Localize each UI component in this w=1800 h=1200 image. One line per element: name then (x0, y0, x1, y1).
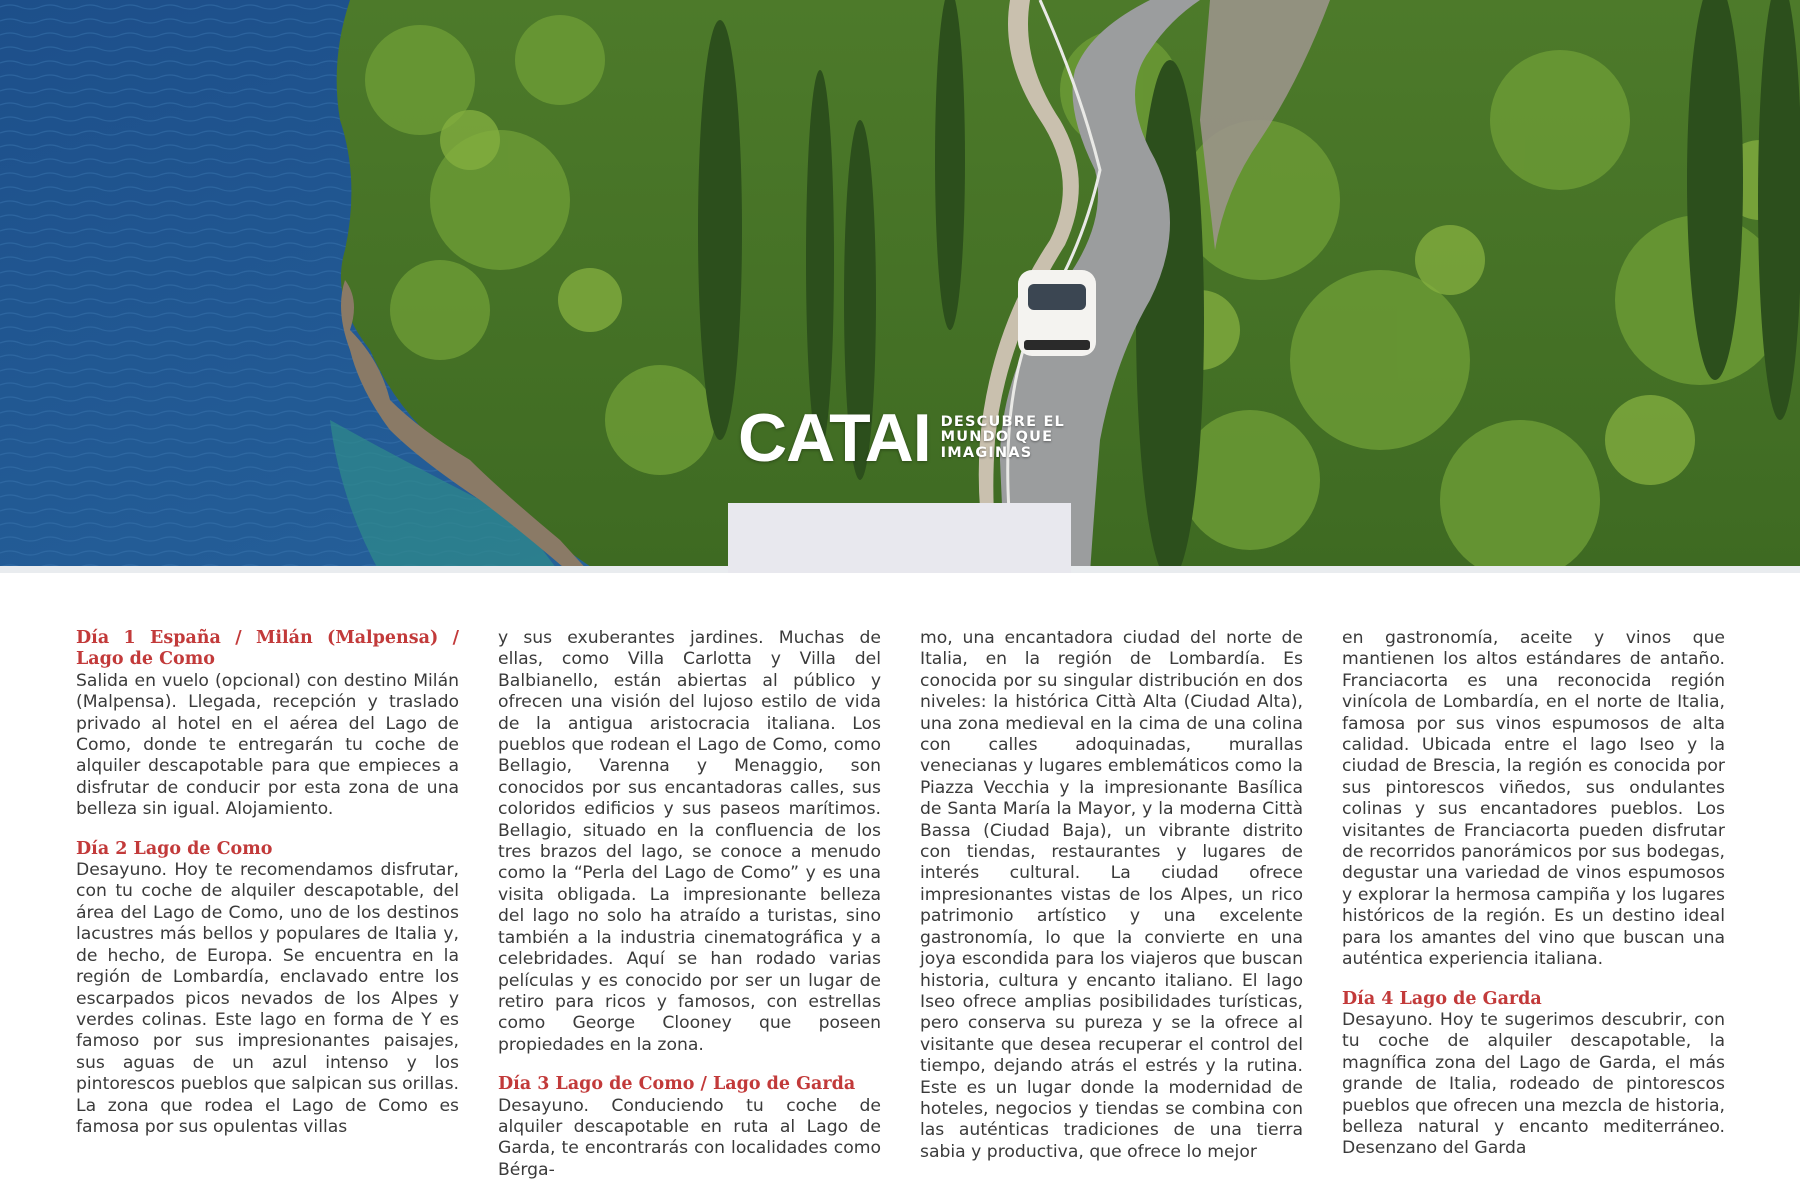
day4-title: Día 4 Lago de Garda (1342, 988, 1542, 1009)
day2-text-continued: y sus exuberantes jardines. Muchas de ellas, como Villa Carlotta y Villa del Balbianello, están abiertas al público y ofrecen una visión del lujoso estilo de vida de la antigua aristocracia italiana. Los pueblos que rodean el Lago de Como, como Bellagio, Varenna y Menaggio, son conocidos por sus encantadoras calles, sus coloridos edificios y sus paseos marítimos. Bellagio, situado en la confluencia de los tres brazos del lago, se conoce a menudo como la “Perla del Lago de Como” y es una visita obligada. La impresionante belleza del lago no solo ha atraído a turistas, sino también a la industria cinematográfica y a celebridades. Aquí se han rodado varias películas y es conocido por ser un lugar de retiro para ricos y famosos, con estrellas como George Clooney que poseen propiedades en la zona. (498, 628, 881, 1055)
hero-photo (0, 0, 1800, 573)
day2-title: Día 2 Lago de Como (76, 838, 273, 859)
catai-logo (738, 400, 1071, 476)
logo-wordmark: CATAI (738, 400, 931, 476)
day3-text: Desayuno. Conduciendo tu coche de alquiler descapotable en ruta al Lago de Garda, te encontrarás con localidades como Bérga- (498, 1095, 881, 1180)
column-2 (498, 628, 881, 1181)
column-1 (76, 628, 459, 1138)
day1-title: Día 1 España / Milán (Malpensa) / Lago de Como (76, 628, 459, 670)
day1-text: Salida en vuelo (opcional) con destino Milán (Malpensa). Llegada, recepción y traslado privado al hotel en el aérea del Lago de Como, donde te entregarán tu coche de alquiler descapotable para que empieces a disfrutar de conducir por esta zona de una belleza sin igual. Alojamiento. (76, 670, 459, 820)
logo-tagline: DESCUBRE EL MUNDO QUE IMAGINAS (940, 413, 1065, 461)
day3-text-continued: mo, una encantadora ciudad del norte de Italia, en la región de Lombardía. Es conocida por su singular distribución en dos niveles: la histórica Città Alta (Ciudad Alta), una zona medieval en la cima de una colina con calles adoquinadas, murallas venecianas y lugares emblemáticos como la Piazza Vecchia y la impresionante Basílica de Santa María la Mayor, y la moderna Città Bassa (Ciudad Baja), un vibrante distrito con tiendas, restaurantes y lugares de interés cultural. La ciudad ofrece impresionantes vistas de los Alpes, un rico patrimonio artístico y una excelente gastronomía, lo que la convierte en una joya escondida para los viajeros que buscan historia, cultura y encanto italiano. El lago Iseo ofrece amplias posibilidades turísticas, pero conserva su pureza y se la ofrece al visitante que desea recuperar el control del tiempo, dejando atrás el estrés y la rutina. Este es un lugar donde la modernidad de hoteles, negocios y tiendas se combina con las auténticas tradiciones de una tierra sabia y productiva, que ofrece lo mejor (920, 628, 1303, 1162)
day2-text: Desayuno. Hoy te recomendamos disfrutar, con tu coche de alquiler descapotable, del área del Lago de Como, uno de los destinos lacustres más bellos y populares de Italia y, de hecho, de Europa. Se encuentra en la región de Lombardía, enclavado entre los escarpados picos nevados de los Alpes y verdes colinas. Este lago en forma de Y es famoso por sus impresionantes paisajes, sus aguas de un azul intenso y los pintorescos pueblos que salpican sus orillas. La zona que rodea el Lago de Como es famosa por sus opulentas villas (76, 860, 459, 1137)
lake-road-illustration (0, 0, 1800, 573)
day4-text: Desayuno. Hoy te sugerimos descubrir, con tu coche de alquiler descapotable, la magnífica zona del Lago de Garda, el más grande de Italia, rodeado de pintorescos pueblos que ofrecen una mezcla de historia, belleza natural y encanto mediterráneo. Desenzano del Garda (1342, 1009, 1725, 1159)
column-4 (1342, 628, 1725, 1160)
day3-title: Día 3 Lago de Como / Lago de Garda (498, 1074, 856, 1095)
day3-text-continued-2: en gastronomía, aceite y vinos que mantienen los altos estándares de antaño. Franciacorta es una reconocida región vinícola de Lombardía, en el norte de Italia, famosa por sus vinos espumosos de alta calidad. Ubicada entre el lago Iseo y la ciudad de Brescia, la región es conocida por sus pintorescos viñedos, sus ondulantes colinas y sus encantadores pueblos. Los visitantes de Franciacorta pueden disfrutar de recorridos panorámicos por sus bodegas, degustar una variedad de vinos espumosos y explorar la hermosa campiña y los lugares históricos de la región. Es un destino ideal para los amantes del vino que buscan una auténtica experiencia italiana. (1342, 628, 1725, 970)
photo-tab-panel (728, 503, 1071, 573)
column-3 (920, 628, 1303, 1163)
car-illustration (1018, 270, 1096, 356)
